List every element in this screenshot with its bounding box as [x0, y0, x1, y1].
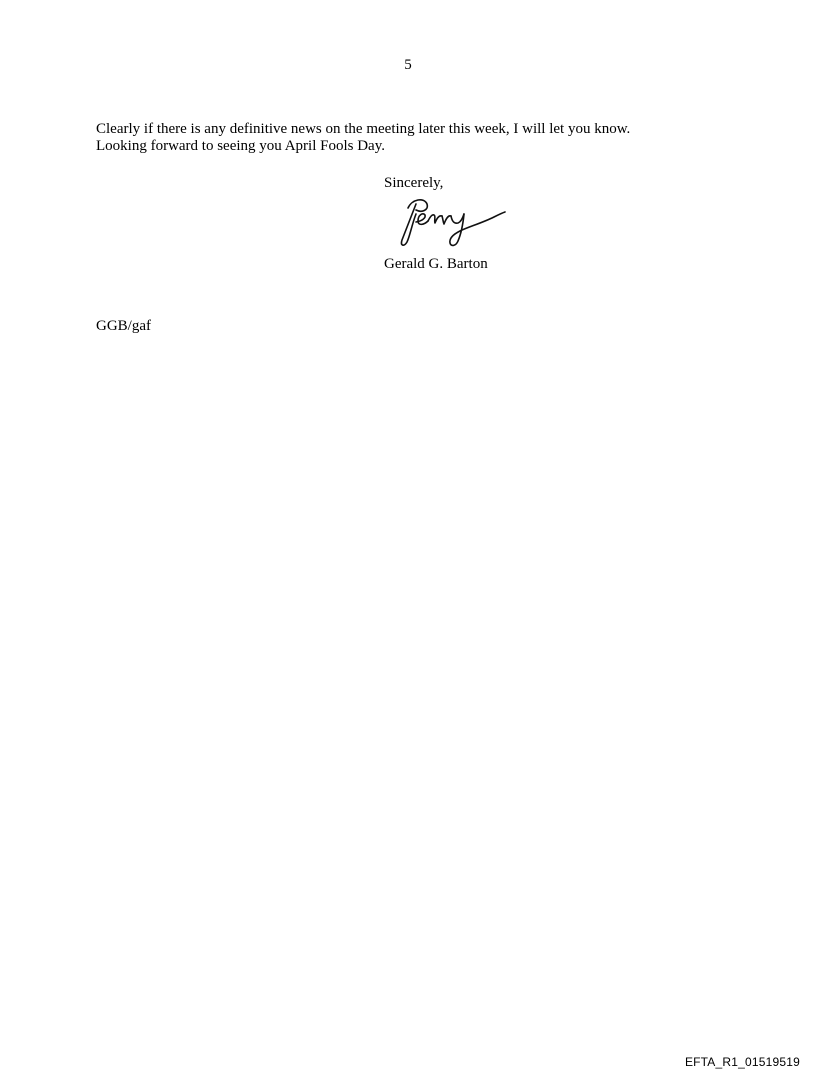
page-number: 5: [404, 57, 412, 73]
closing: Sincerely,: [384, 175, 444, 191]
signer-name: Gerald G. Barton: [384, 256, 488, 272]
letter-body: [96, 121, 736, 155]
reference-initials: GGB/gaf: [96, 318, 151, 334]
handwritten-signature: [394, 194, 509, 250]
body-line: Looking forward to seeing you April Fools Day.: [96, 138, 385, 154]
bates-number: EFTA_R1_01519519: [684, 1055, 800, 1069]
body-line: Clearly if there is any definitive news on the meeting later this week, I will let you know.: [96, 121, 631, 137]
